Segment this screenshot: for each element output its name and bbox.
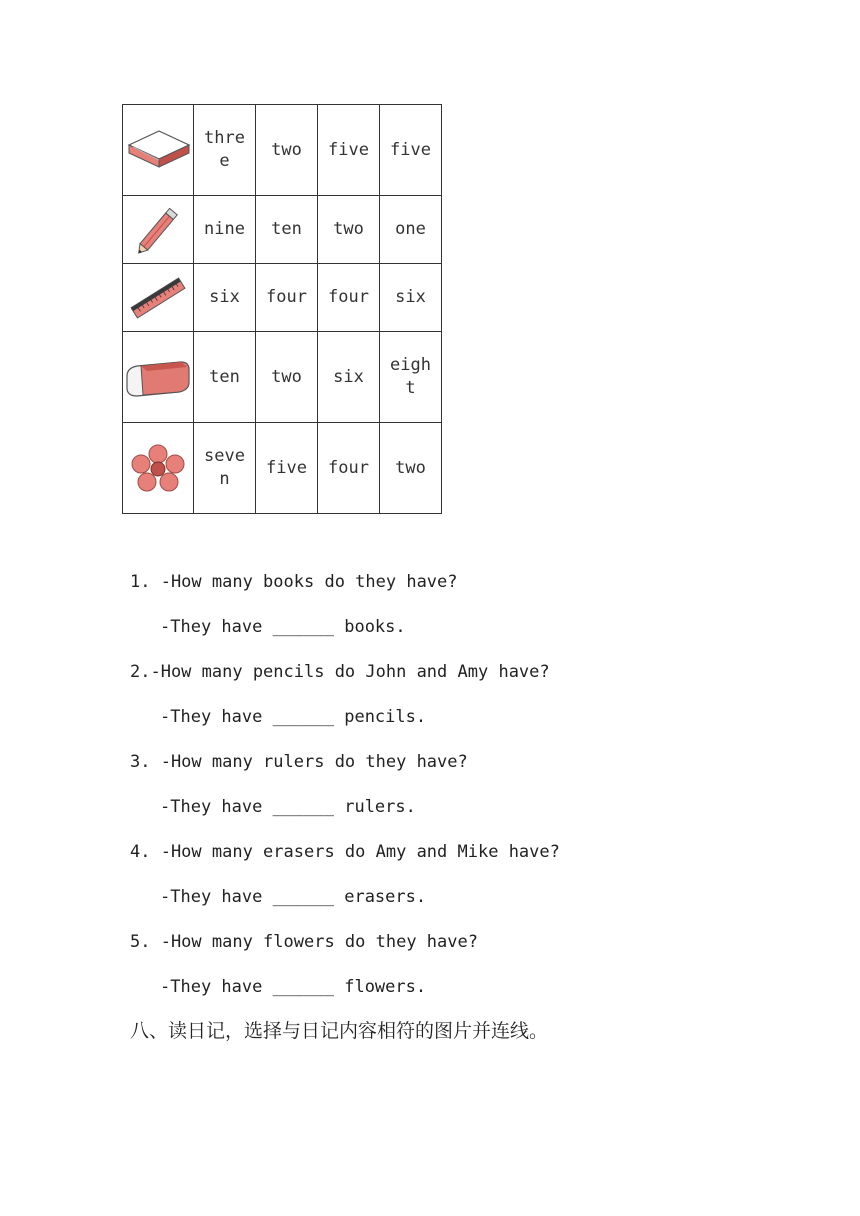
count-cell: five <box>318 105 380 196</box>
pencil-icon <box>123 202 193 258</box>
flower-icon <box>123 442 193 494</box>
answer-2: -They have ______ pencils. <box>160 707 427 727</box>
count-cell: two <box>256 105 318 196</box>
book-cell <box>123 105 194 196</box>
count-cell: eight <box>380 332 442 423</box>
count-cell: four <box>318 264 380 332</box>
question-1: 1. -How many books do they have? <box>130 572 458 592</box>
count-cell: four <box>318 423 380 514</box>
answer-1: -They have ______ books. <box>160 617 406 637</box>
ruler-icon <box>123 273 193 323</box>
count-cell: two <box>380 423 442 514</box>
question-list <box>130 566 830 1016</box>
eraser-icon <box>123 352 193 402</box>
count-cell: three <box>194 105 256 196</box>
count-cell: six <box>380 264 442 332</box>
answer-3: -They have ______ rulers. <box>160 797 416 817</box>
count-cell: five <box>380 105 442 196</box>
ruler-cell <box>123 264 194 332</box>
count-cell: ten <box>194 332 256 423</box>
answer-4: -They have ______ erasers. <box>160 887 427 907</box>
question-5: 5. -How many flowers do they have? <box>130 932 478 952</box>
count-cell: five <box>256 423 318 514</box>
count-cell: two <box>318 196 380 264</box>
items-table <box>122 104 442 514</box>
table-row <box>123 105 442 196</box>
flower-cell <box>123 423 194 514</box>
table-row <box>123 264 442 332</box>
table-row <box>123 423 442 514</box>
table-row <box>123 196 442 264</box>
table-row <box>123 332 442 423</box>
question-2: 2.-How many pencils do John and Amy have? <box>130 662 550 682</box>
count-cell: seven <box>194 423 256 514</box>
count-cell: one <box>380 196 442 264</box>
count-cell: six <box>194 264 256 332</box>
count-cell: two <box>256 332 318 423</box>
section-heading: 八、读日记，选择与日记内容相符的图片并连线。 <box>130 1020 549 1042</box>
answer-5: -They have ______ flowers. <box>160 977 427 997</box>
pencil-cell <box>123 196 194 264</box>
question-3: 3. -How many rulers do they have? <box>130 752 468 772</box>
count-cell: four <box>256 264 318 332</box>
count-cell: nine <box>194 196 256 264</box>
count-cell: ten <box>256 196 318 264</box>
question-4: 4. -How many erasers do Amy and Mike have? <box>130 842 560 862</box>
count-cell: six <box>318 332 380 423</box>
eraser-cell <box>123 332 194 423</box>
book-icon <box>123 125 193 175</box>
